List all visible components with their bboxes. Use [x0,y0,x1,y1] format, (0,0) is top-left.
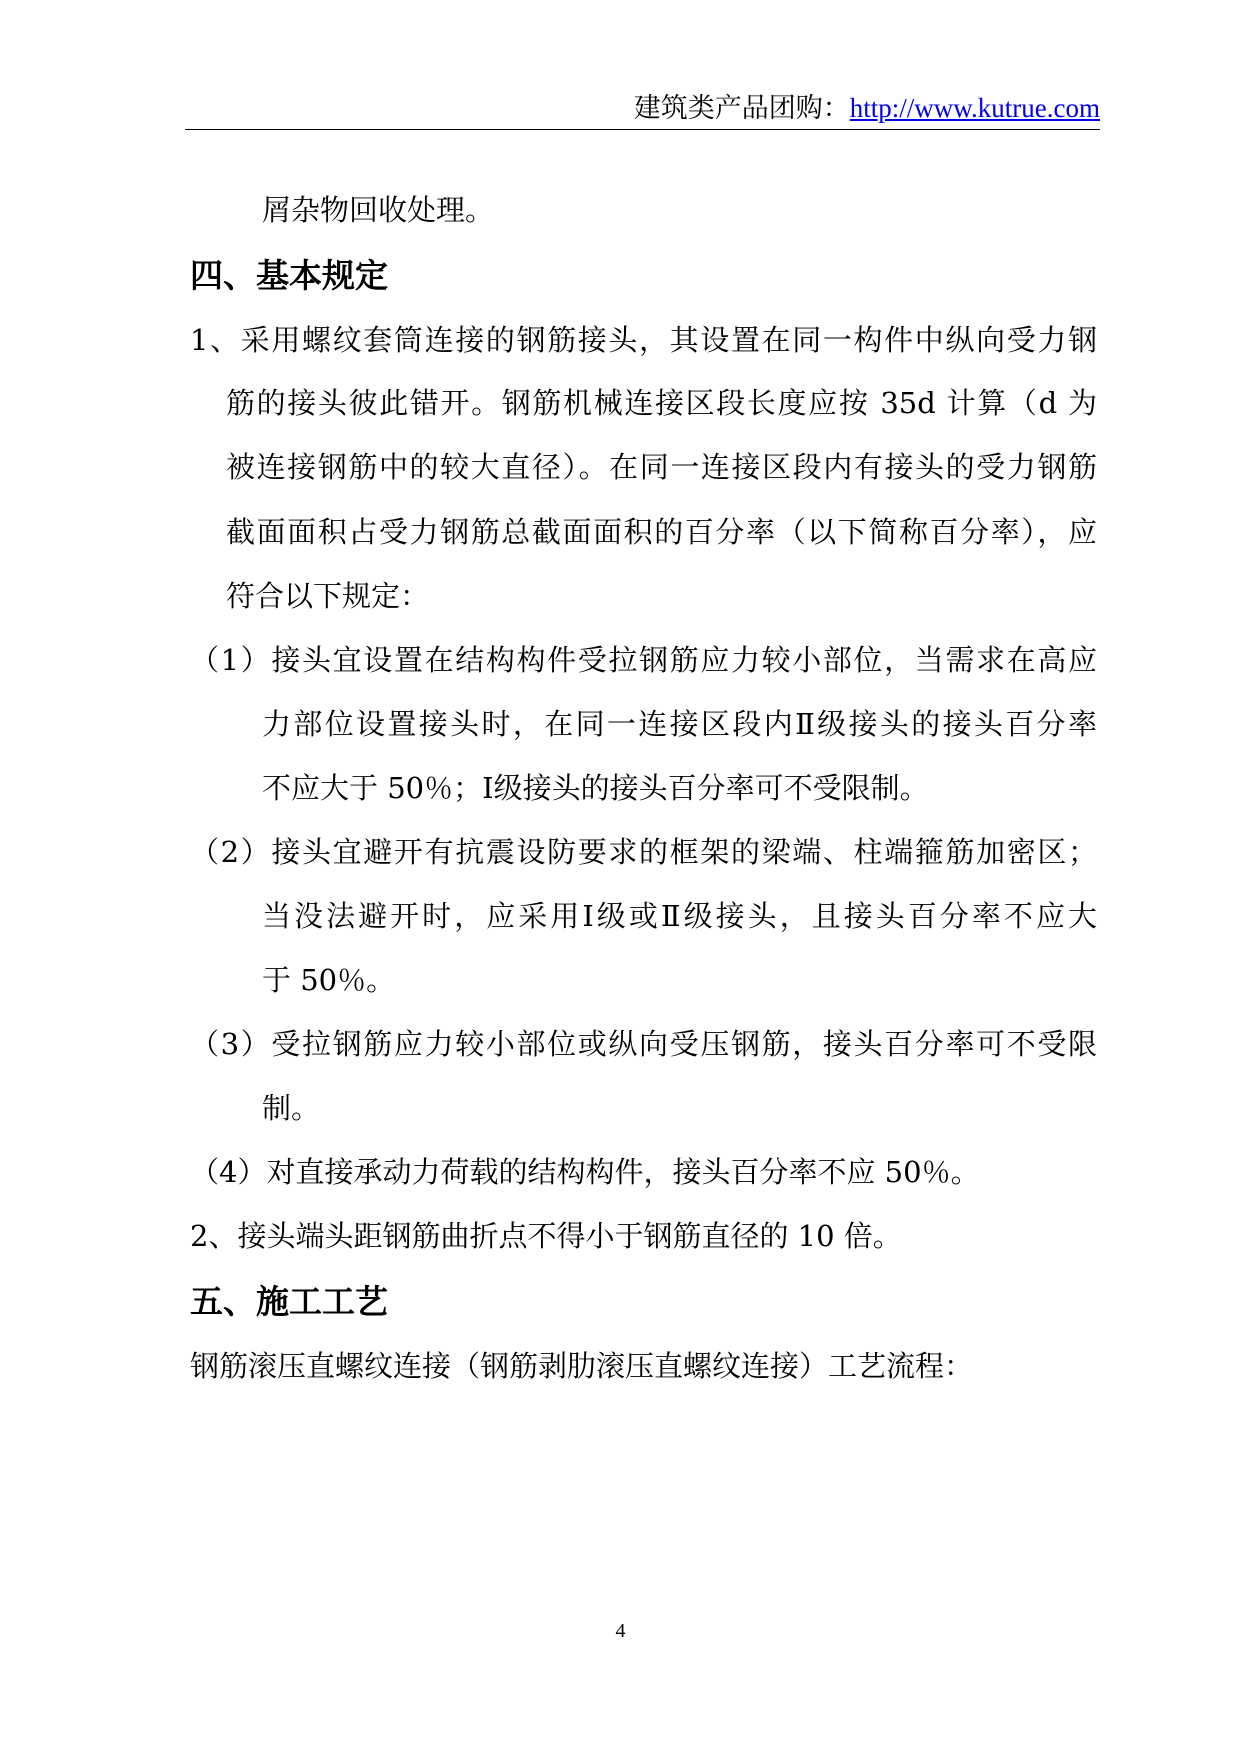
item-1-line-3: 被连接钢筋中的较大直径）。在同一连接区段内有接头的受力钢筋 [226,450,1097,484]
header-divider [185,129,1100,130]
item-1-line-5: 符合以下规定： [226,579,430,613]
sub-item-4-line-1: （4）对直接承动力荷载的结构构件，接头百分率不应 50％。 [190,1155,980,1189]
sub-item-3-line-1: （3）受拉钢筋应力较小部位或纵向受压钢筋，接头百分率可不受限 [190,1027,1097,1061]
sub-item-1-line-2: 力部位设置接头时，在同一连接区段内Ⅱ级接头的接头百分率 [262,707,1097,741]
sub-item-2-line-1: （2）接头宜避开有抗震设防要求的框架的梁端、柱端箍筋加密区； [190,835,1097,869]
sub-item-2-line-3: 于 50％。 [262,963,396,997]
sub-item-2-line-2: 当没法避开时，应采用Ⅰ级或Ⅱ级接头，且接头百分率不应大 [262,899,1097,933]
continuation-line: 屑杂物回收处理。 [262,193,495,227]
sub-item-1-line-1: （1）接头宜设置在结构构件受拉钢筋应力较小部位，当需求在高应 [190,643,1097,677]
section-4-heading: 四、基本规定 [190,256,388,295]
item-1-line-1: 1、采用螺纹套筒连接的钢筋接头，其设置在同一构件中纵向受力钢 [190,323,1097,357]
header-link[interactable]: http://www.kutrue.com [849,93,1100,123]
item-2-line: 2、接头端头距钢筋曲折点不得小于钢筋直径的 10 倍。 [190,1219,902,1253]
sub-item-3-line-2: 制。 [262,1091,321,1125]
section-5-line-1: 钢筋滚压直螺纹连接（钢筋剥肋滚压直螺纹连接）工艺流程： [190,1349,974,1383]
item-1-line-2: 筋的接头彼此错开。钢筋机械连接区段长度应按 35d 计算（d 为 [226,386,1097,420]
page-header [185,88,1100,129]
item-1-line-4: 截面面积占受力钢筋总截面面积的百分率（以下简称百分率），应 [226,515,1097,549]
sub-item-1-line-3: 不应大于 50％；Ⅰ级接头的接头百分率可不受限制。 [262,771,929,805]
page-number: 4 [615,1620,626,1642]
header-text: 建筑类产品团购： [633,93,850,124]
section-5-heading: 五、施工工艺 [190,1282,388,1321]
